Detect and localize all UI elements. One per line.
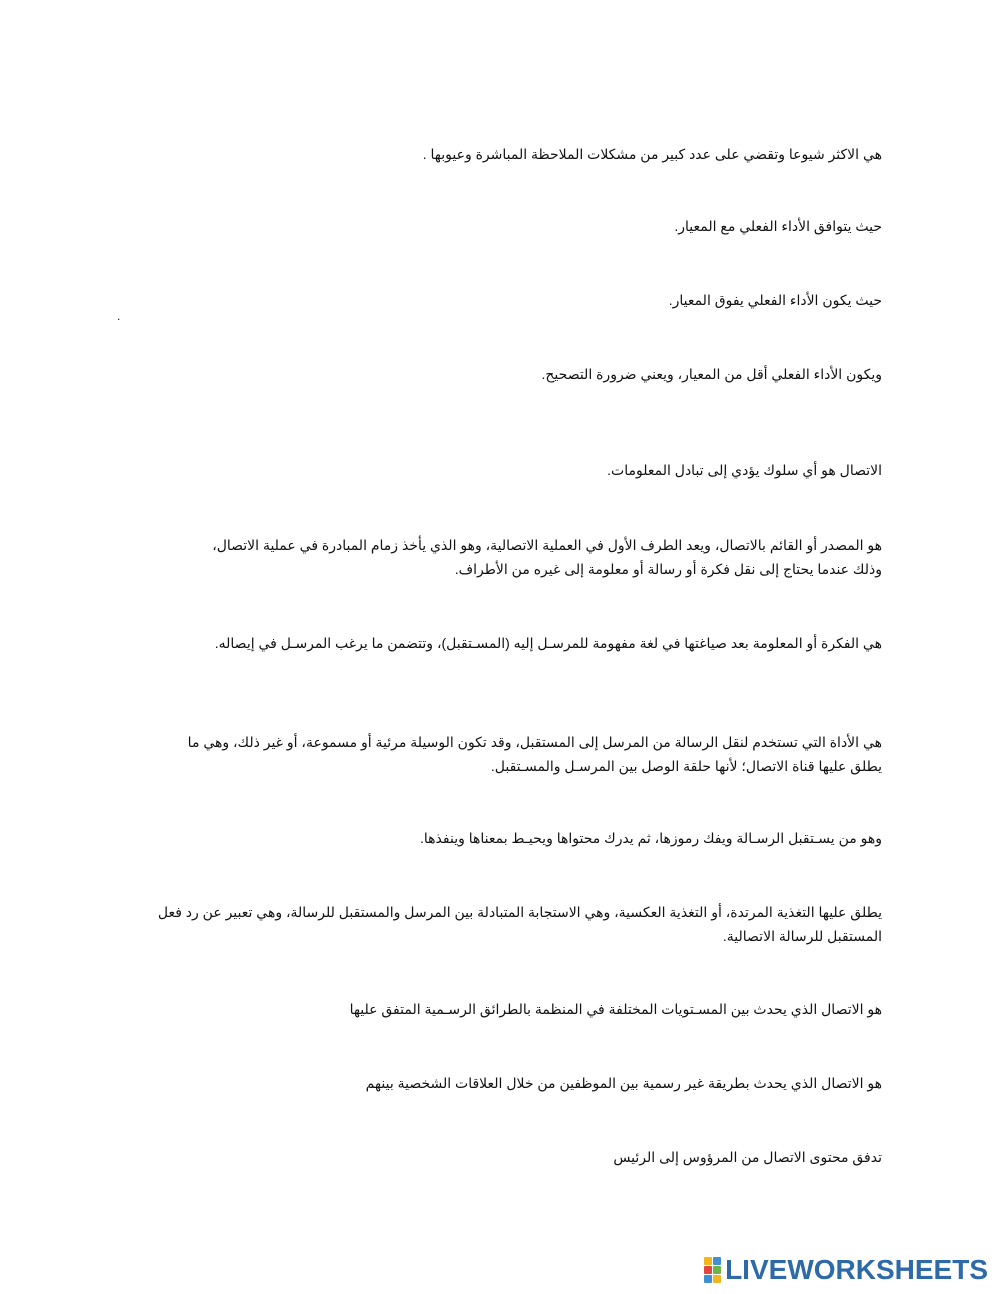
liveworksheets-logo (704, 1252, 988, 1288)
paragraph-10-line-2: المستقبل للرسالة الاتصالية. (722, 928, 882, 944)
paragraph-7-line-1: هي الفكرة أو المعلومة بعد صياغتها في لغة مفهومة للمرسـل إليه (المسـتقبل)، وتتضمن ما يرغب المرسـل في إيصاله. (214, 635, 882, 651)
paragraph-5-line-1: الاتصال هو أي سلوك يؤدي إلى تبادل المعلومات. (607, 462, 882, 478)
logo-blocks-icon (704, 1257, 721, 1283)
paragraph-4 (542, 362, 883, 386)
paragraph-11 (350, 997, 882, 1021)
paragraph-8-line-2: يطلق عليها قناة الاتصال؛ لأنها حلقة الوصل بين المرسـل والمسـتقبل. (490, 758, 882, 774)
paragraph-7 (215, 631, 882, 655)
paragraph-2 (674, 214, 882, 238)
paragraph-5 (607, 458, 882, 482)
logo-text: LIVEWORKSHEETS (725, 1254, 988, 1285)
paragraph-8 (188, 730, 882, 778)
paragraph-6 (212, 533, 882, 581)
paragraph-13-line-1: تدفق محتوى الاتصال من المرؤوس إلى الرئيس (613, 1149, 882, 1165)
paragraph-6-line-1: هو المصدر أو القائم بالاتصال، ويعد الطرف الأول في العملية الاتصالية، وهو الذي يأخذ زمام المبادرة في عملية الاتصال، (212, 537, 882, 553)
paragraph-10-line-1: يطلق عليها التغذية المرتدة، أو التغذية العكسية، وهي الاستجابة المتبادلة بين المرسل والمستقبل للرسالة، وهي تعبير عن رد فعل (157, 904, 882, 920)
paragraph-6-line-2: وذلك عندما يحتاج إلى نقل فكرة أو رسالة أو معلومة إلى غيره من الأطراف. (454, 561, 882, 577)
paragraph-10 (158, 900, 882, 948)
paragraph-9 (420, 826, 882, 850)
paragraph-8-line-1: هي الأداة التي تستخدم لنقل الرسالة من المرسل إلى المستقبل، وقد تكون الوسيلة مرئية أو مسموعة، أو غير ذلك، وهي ما (187, 734, 882, 750)
paragraph-9-line-1: وهو من يسـتقبل الرسـالة ويفك رموزها، ثم يدرك محتواها ويحيـط بمعناها وينفذها. (420, 830, 882, 846)
paragraph-3 (669, 288, 882, 312)
paragraph-12 (366, 1071, 882, 1095)
stray-mark: . (117, 309, 121, 323)
paragraph-1-line-1: هي الاكثر شيوعا وتقضي على عدد كبير من مشكلات الملاحظة المباشرة وعيوبها . (422, 146, 882, 162)
paragraph-1 (423, 142, 882, 166)
paragraph-11-line-1: هو الاتصال الذي يحدث بين المسـتويات المختلفة في المنظمة بالطرائق الرسـمية المتفق عليها (349, 1001, 882, 1017)
paragraph-13 (613, 1145, 882, 1169)
paragraph-12-line-1: هو الاتصال الذي يحدث بطريقة غير رسمية بين الموظفين من خلال العلاقات الشخصية بينهم (365, 1075, 882, 1091)
paragraph-3-line-1: حيث يكون الأداء الفعلي يفوق المعيار. (668, 292, 882, 308)
paragraph-4-line-1: ويكون الأداء الفعلي أقل من المعيار، ويعني ضرورة التصحيح. (541, 366, 882, 382)
paragraph-2-line-1: حيث يتوافق الأداء الفعلي مع المعيار. (674, 218, 882, 234)
